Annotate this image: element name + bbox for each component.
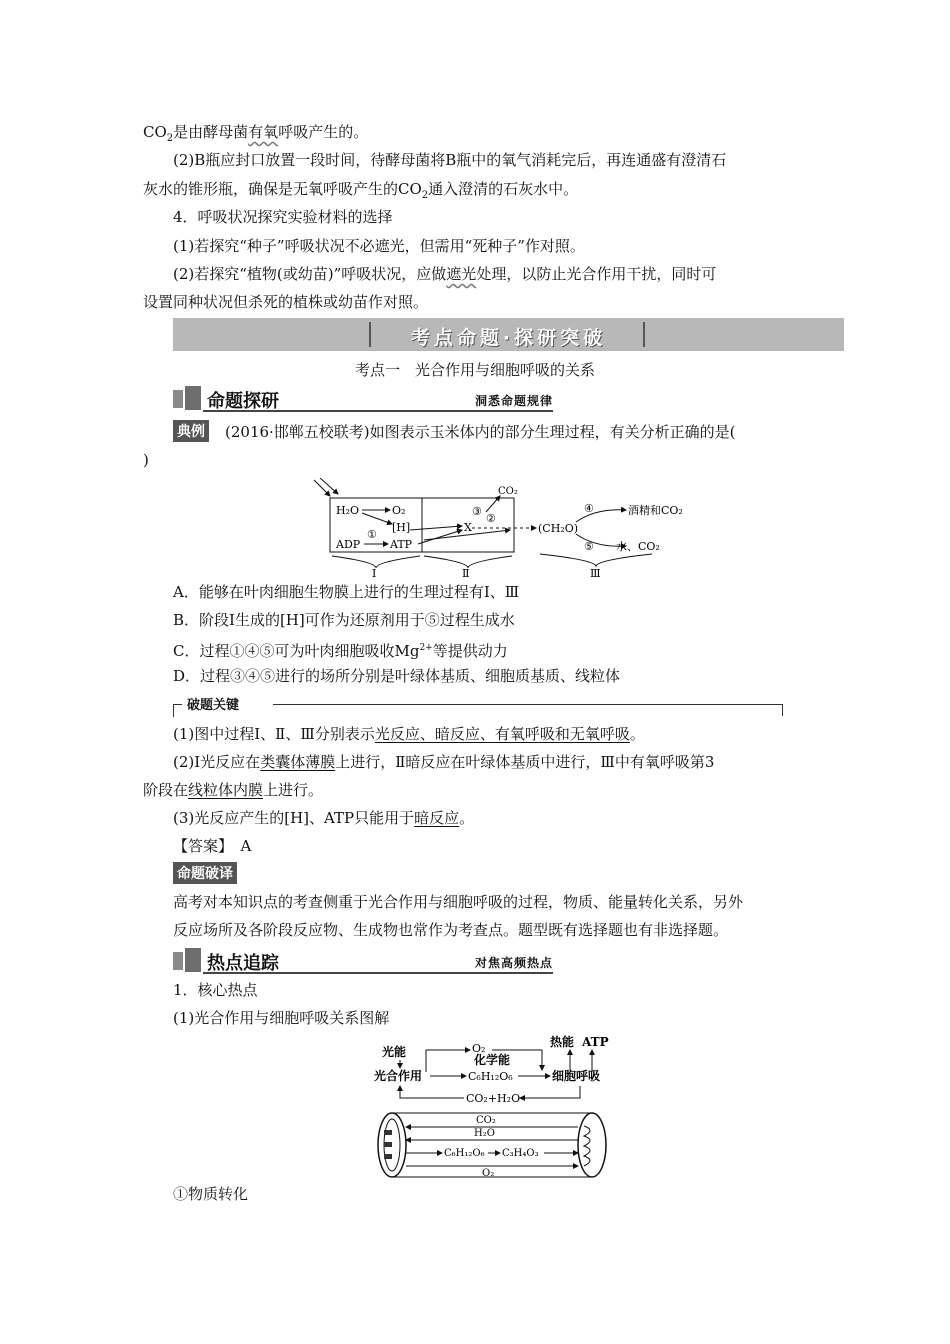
label-o2: O₂: [472, 1042, 486, 1055]
section-title: 热点追踪: [207, 953, 279, 974]
decode-line-2: 反应场所及各阶段反应物、生成物也常作为考查点。题型既有选择题也有非选择题。: [173, 921, 729, 939]
label-glucose: C₆H₁₂O₆: [468, 1070, 513, 1083]
label-atp: ATP: [390, 538, 413, 551]
para-seed: (1)若探究“种子”呼吸状况不必遮光，但需用“死种子”作对照。: [173, 237, 585, 255]
label-c3: ③: [472, 505, 482, 518]
process-diagram: [300, 478, 700, 578]
label-x: X: [464, 521, 472, 534]
para-b-bottle-2: 灰水的锥形瓶，确保是无氧呼吸产生的$CO_2$通入澄清的石灰水中。: [143, 180, 579, 201]
label-atp: ATP: [582, 1035, 609, 1049]
label-water: 水、CO₂: [616, 540, 660, 553]
section-banner: [173, 318, 844, 351]
answer: 【答案】 A: [173, 837, 252, 855]
key-label: 破题关键: [187, 698, 240, 713]
label-h2o: H₂O: [336, 504, 360, 517]
label-guanghe: 光合作用: [374, 1069, 423, 1083]
label-ch2o: (CH₂O): [538, 522, 579, 535]
section-subtitle: 对焦高频热点: [474, 956, 553, 970]
relation-diagram: [370, 1030, 620, 1180]
label-co2: CO₂: [498, 486, 518, 497]
label-I: Ⅰ: [372, 567, 377, 578]
label-c1: ①: [367, 528, 377, 541]
key-line-2: (2)Ⅰ光反应在类囊体薄膜上进行，Ⅱ暗反应在叶绿体基质中进行，Ⅲ中有氧呼吸第3: [173, 753, 715, 771]
key-line-3: 阶段在线粒体内膜上进行。: [143, 781, 324, 799]
section-subtitle: 洞悉命题规律: [474, 394, 553, 408]
option-c: C．过程①④⑤可为叶肉细胞吸收$Mg^{2+}$等提供动力: [173, 642, 508, 660]
hot-heading-1: 1．核心热点: [173, 981, 258, 999]
hot-heading-3: ①物质转化: [173, 1185, 249, 1203]
para-plant-1: (2)若探究“植物(或幼苗)”呼吸状况，应做遮光处理，以防止光合作用干扰，同时可: [173, 265, 717, 283]
section-header-redian: [173, 948, 553, 974]
example-paren: ): [143, 451, 149, 469]
hot-heading-2: (1)光合作用与细胞呼吸关系图解: [173, 1009, 390, 1027]
label-wine: 酒精和CO₂: [628, 504, 683, 517]
label-III: Ⅲ: [590, 567, 601, 578]
label-reneng: 热能: [550, 1035, 575, 1049]
option-d: D．过程③④⑤进行的场所分别是叶绿体基质、细胞质基质、线粒体: [173, 667, 621, 685]
key-line-4: (3)光反应产生的[H]、ATP只能用于暗反应。: [173, 809, 475, 827]
label-xibao: 细胞呼吸: [552, 1069, 601, 1083]
para-plant-2: 设置同种状况但杀死的植株或幼苗作对照。: [143, 293, 429, 311]
kaodian-title: 考点一 光合作用与细胞呼吸的关系: [354, 361, 595, 379]
heading-4: 4．呼吸状况探究实验材料的选择: [173, 208, 393, 226]
option-b: B．阶段Ⅰ生成的[H]可作为还原剂用于⑤过程生成水: [173, 611, 515, 629]
label-o2-bottom: O₂: [482, 1168, 495, 1179]
decode-tag: 命题破译: [173, 862, 237, 884]
label-c4: ④: [584, 502, 594, 515]
key-line-1: (1)图中过程Ⅰ、Ⅱ、Ⅲ分别表示光反应、暗反应、有氧呼吸和无氧呼吸。: [173, 725, 645, 743]
label-o2: O₂: [392, 504, 406, 517]
label-glucose-bottom: C₆H₁₂O₆: [444, 1148, 485, 1159]
label-huaxue: 化学能: [474, 1053, 511, 1067]
section-title: 命题探研: [207, 391, 279, 412]
label-h: [H]: [392, 521, 411, 534]
para-co2-line: $CO_2$是由酵母菌有氧呼吸产生的。: [143, 123, 369, 144]
label-guangneng: 光能: [382, 1045, 407, 1059]
label-h2o-bottom: H₂O: [474, 1128, 495, 1139]
key-label-box: [173, 694, 783, 716]
decode-line-1: 高考对本知识点的考查侧重于光合作用与细胞呼吸的过程，物质、能量转化关系，另外: [173, 893, 744, 911]
section-header-mingti: [173, 386, 553, 412]
label-c5: ⑤: [584, 540, 594, 553]
label-co2-bottom: CO₂: [476, 1115, 496, 1126]
example-tag: 典例: [173, 420, 209, 442]
label-pyruvate: C₃H₄O₃: [502, 1148, 539, 1159]
label-II: Ⅱ: [462, 567, 470, 578]
banner-title: 考点命题·探研突破: [410, 327, 607, 349]
label-c2: ②: [486, 512, 496, 525]
label-adp: ADP: [336, 538, 361, 551]
label-co2h2o: CO₂+H₂O: [466, 1092, 521, 1105]
option-a: A．能够在叶肉细胞生物膜上进行的生理过程有Ⅰ、Ⅲ: [173, 583, 520, 601]
para-b-bottle-1: (2)B瓶应封口放置一段时间，待酵母菌将B瓶中的氧气消耗完后，再连通盛有澄清石: [173, 151, 727, 169]
example-question: (2016·邯郸五校联考)如图表示玉米体内的部分生理过程，有关分析正确的是(: [225, 423, 736, 441]
